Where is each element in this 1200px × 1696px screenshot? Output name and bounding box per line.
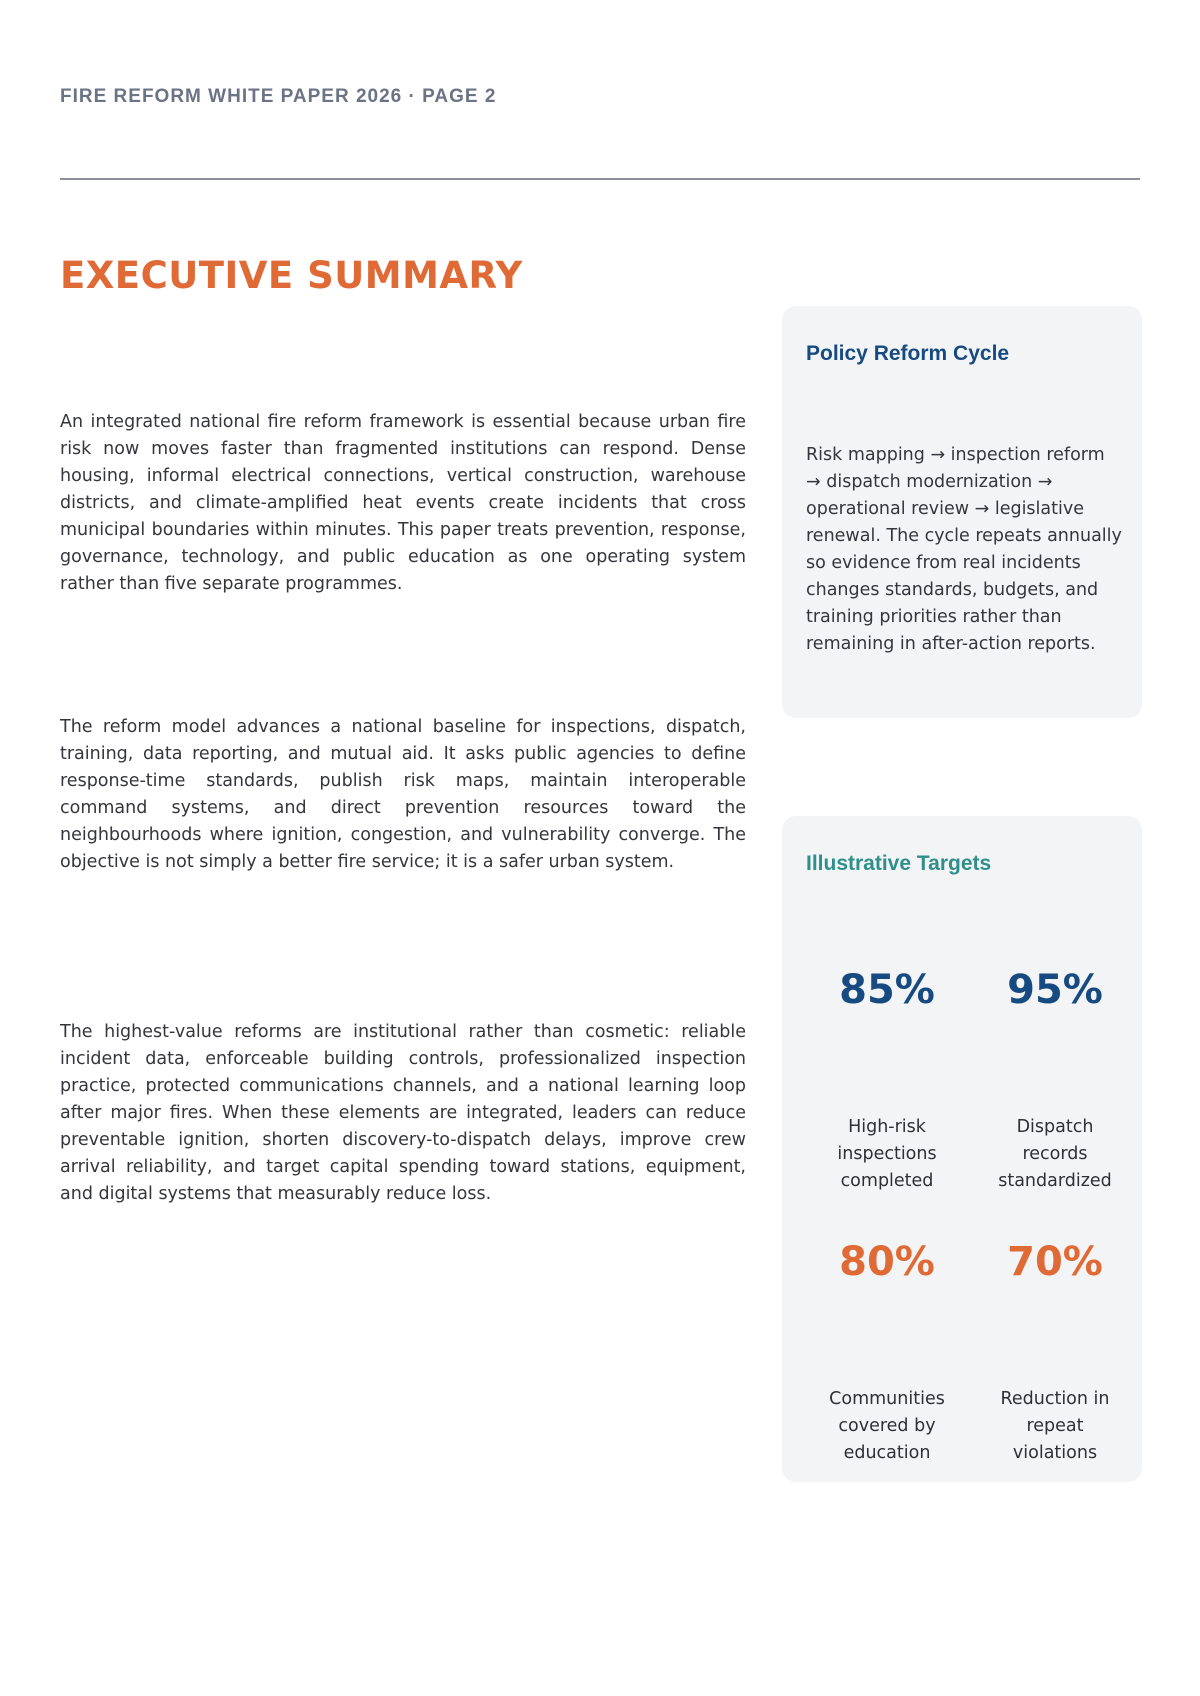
targets-card-title: Illustrative Targets: [806, 852, 992, 875]
metric-value: 70%: [1007, 1239, 1103, 1285]
body-paragraph-1: An integrated national fire reform framework is essential because urban fire risk now moves faster than fragmented institutions can respond. Dense housing, informal electrical connections, vertical construction, warehouse districts, and climate-amplified heat events create incidents that cross municipal boundaries within minutes. This paper treats prevention, response, governance, technology, and public education as one operating system rather than five separate programmes.: [60, 412, 746, 594]
metric-communities-education: [812, 1238, 962, 1467]
cycle-card-title: Policy Reform Cycle: [806, 342, 1010, 365]
metric-value: 80%: [839, 1239, 935, 1285]
header-divider: [60, 178, 1140, 180]
policy-reform-cycle-card: [782, 306, 1142, 718]
metric-value: 95%: [1007, 967, 1103, 1013]
metric-dispatch-records: [980, 966, 1130, 1195]
metric-label: Dispatch records standardized: [998, 1117, 1112, 1191]
metric-high-risk-inspections: [812, 966, 962, 1195]
cycle-card-body: Risk mapping → inspection reform → dispatch modernization → operational review → legislative renewal. The cycle repeats annually so evidence from real incidents changes standards, budgets, and training priorities rather than remaining in after-action reports.: [806, 445, 1122, 654]
section-title: EXECUTIVE SUMMARY: [60, 254, 523, 297]
body-paragraph-2: The reform model advances a national baseline for inspections, dispatch, training, data reporting, and mutual aid. It asks public agencies to define response-time standards, publish risk maps, maintain interoperable command systems, and direct prevention resources toward the neighbourhoods where ignition, congestion, and vulnerability converge. The objective is not simply a better fire service; it is a safer urban system.: [60, 717, 746, 872]
illustrative-targets-card: [782, 816, 1142, 1482]
metric-repeat-violations: [980, 1238, 1130, 1467]
running-header: FIRE REFORM WHITE PAPER 2026 · PAGE 2: [60, 86, 497, 107]
body-paragraph-3: The highest-value reforms are institutional rather than cosmetic: reliable incident data, enforceable building controls, professionalized inspection practice, protected communications channels, and a national learning loop after major fires. When these elements are integrated, leaders can reduce preventable ignition, shorten discovery-to-dispatch delays, improve crew arrival reliability, and target capital spending toward stations, equipment, and digital systems that measurably reduce loss.: [60, 1022, 746, 1204]
metric-label: High-risk inspections completed: [837, 1117, 937, 1191]
metric-value: 85%: [839, 967, 935, 1013]
metric-label: Communities covered by education: [829, 1389, 945, 1463]
metric-label: Reduction in repeat violations: [1000, 1389, 1110, 1463]
